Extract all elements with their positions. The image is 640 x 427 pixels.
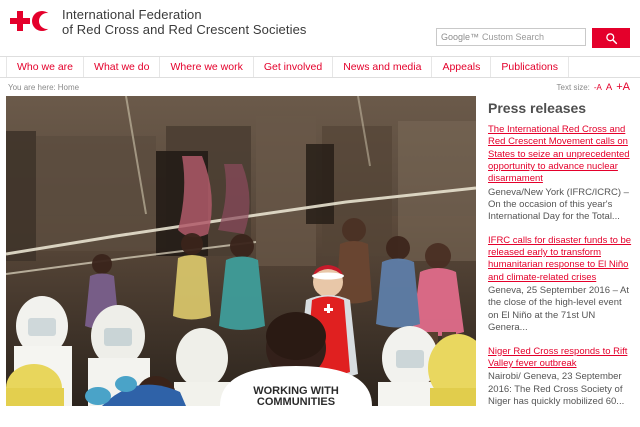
- press-release-title[interactable]: Niger Red Cross responds to Rift Valley fever outbreak: [488, 345, 628, 369]
- ppe-worker-mid: [174, 328, 230, 406]
- red-cross-red-crescent-logo-icon[interactable]: [8, 8, 56, 48]
- hero-image[interactable]: [6, 96, 476, 406]
- press-releases-heading: Press releases: [488, 100, 587, 116]
- press-release-excerpt: Nairobi/ Geneva, 23 September 2016: The Red Cross Society of Niger has quickly mobilized 60...: [488, 371, 625, 407]
- nav-item-what-we-do[interactable]: What we do: [84, 57, 160, 77]
- text-size-decrease[interactable]: -A: [593, 83, 602, 92]
- text-size-normal[interactable]: A: [605, 82, 613, 93]
- org-title-line1: International Federation: [62, 7, 202, 22]
- text-size-control: [557, 81, 630, 93]
- press-release-excerpt: Geneva, 25 September 2016 – At the close of the high-level event on El Niño at the 71st UN Genera...: [488, 285, 630, 334]
- press-release-title[interactable]: IFRC calls for disaster funds to be released early to transform humanitarian response to El Niño and climate-related crises: [488, 234, 632, 283]
- hero-illustration: [6, 96, 476, 406]
- main-navigation: [0, 56, 640, 78]
- press-release-item: [488, 235, 634, 335]
- org-title-line2: of Red Cross and Red Crescent Societies: [62, 21, 307, 37]
- nav-item-get-involved[interactable]: Get involved: [254, 57, 333, 77]
- search-input[interactable]: [436, 28, 586, 46]
- nav-item-publications[interactable]: Publications: [491, 57, 569, 77]
- press-release-item: [488, 124, 634, 224]
- press-release-excerpt: Geneva/New York (IFRC/ICRC) – On the occasion of this year's International Day for the Total...: [488, 186, 629, 223]
- breadcrumb-prefix: You are here:: [8, 82, 56, 92]
- nav-item-who-we-are[interactable]: Who we are: [6, 57, 84, 77]
- shirt-text-line2: COMMUNITIES: [256, 396, 336, 406]
- shirt-text-line1: WORKING WITH: [253, 385, 339, 397]
- search-button[interactable]: [592, 28, 630, 48]
- press-releases-panel: [476, 96, 634, 412]
- breadcrumb-home-link[interactable]: Home: [57, 82, 80, 92]
- text-size-label: Text size:: [556, 83, 590, 92]
- search-icon: [605, 32, 618, 45]
- site-header: [0, 0, 640, 56]
- content-area: [0, 96, 640, 412]
- red-crescent-icon: [32, 11, 52, 31]
- red-cross-icon: [10, 11, 30, 31]
- press-release-title[interactable]: The International Red Cross and Red Crescent Movement calls on States to seize an unprecedented opportunity to advance nuclear disarmament: [488, 124, 630, 185]
- nav-item-where-we-work[interactable]: Where we work: [160, 57, 253, 77]
- press-release-item: [488, 346, 634, 409]
- nav-item-news-and-media[interactable]: News and media: [333, 57, 432, 77]
- breadcrumb-bar: [0, 78, 640, 96]
- google-brand-label: Google™: [441, 32, 480, 42]
- nav-item-appeals[interactable]: Appeals: [432, 57, 491, 77]
- text-size-increase[interactable]: +A: [616, 81, 630, 93]
- organization-title: [62, 6, 307, 38]
- search-area: [436, 28, 630, 48]
- footer-strip: [0, 421, 640, 427]
- search-placeholder: Custom Search: [482, 32, 545, 42]
